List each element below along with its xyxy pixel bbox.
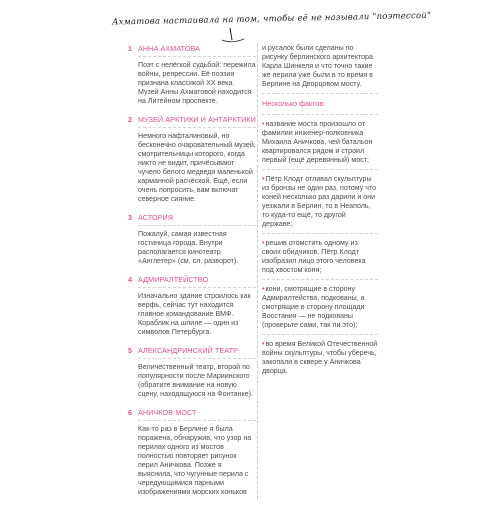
entry-title: МУЗЕЙ АРКТИКИ И АНТАРКТИКИ xyxy=(138,115,256,124)
handwritten-underline xyxy=(112,26,432,46)
fact-text: решив отомстить одному из своих обидчиков, Пётр Клодт изобразил лицо этого человека под хвостом коня; xyxy=(262,239,366,274)
entry-number: 4 xyxy=(128,275,132,284)
bullet-icon: • xyxy=(262,285,265,293)
bullet-icon: • xyxy=(262,239,265,247)
entry-body: Изначально здание строилось как верфь, сейчас тут находится главное командование ВМФ. Кораблик на шпиле — один из символов Петербурга. xyxy=(138,292,251,336)
entry-title: АДМИРАЛТЕЙСТВО xyxy=(138,275,209,284)
entry-rule xyxy=(138,225,256,226)
fact-item xyxy=(262,120,378,165)
entry-number: 5 xyxy=(128,346,132,355)
bullet-icon: • xyxy=(262,120,265,128)
fact-text: во время Великой Отечественной войны скульптуры, чтобы уберечь, закопали в сквере у Аничкова дворца. xyxy=(262,340,378,375)
column-divider xyxy=(257,44,258,499)
section-rule xyxy=(262,114,378,115)
entry-rule xyxy=(138,358,256,359)
entry-arctic-museum xyxy=(128,115,256,204)
entry-body: Пожалуй, самая известная гостиница города. Внутри располагается кинотеатр «Англетер» (см. сл. разворот). xyxy=(138,230,239,265)
fact-text: Пётр Клодт отливал скульптуры из бронзы не один раз, потому что коней несколько раз дарили и они уезжали в Берлин, то в Неаполь, то куда-то ещё, то другой державе; xyxy=(262,175,377,228)
section-rule xyxy=(262,93,378,94)
continued-text: и русалок были сделаны по рисунку берлинского архитектора Карла Шинкеля и что точно такие же перила уже были в то время в Берлине на Дворцовом мосту. xyxy=(262,44,373,88)
entry-rule xyxy=(138,420,256,421)
entry-rule xyxy=(138,127,256,128)
entry-rule xyxy=(138,56,256,57)
fact-item xyxy=(262,239,378,275)
entry-alexandrinsky-theatre xyxy=(128,346,256,399)
entry-title: АСТОРИЯ xyxy=(138,213,174,222)
entry-akhmatova xyxy=(128,44,256,106)
fact-item xyxy=(262,285,378,330)
entry-body: Как-то раз в Берлине я была поражена, обнаружив, что узор на перилах одного из мостов полностью повторяет рисунок перил Аничкова. Позже я выяснила, что чугунные перила с чередующимися парными изображениями морских коньков xyxy=(138,425,252,496)
right-column xyxy=(262,44,378,379)
entry-number: 2 xyxy=(128,115,132,124)
entry-title: АННА АХМАТОВА xyxy=(138,44,201,53)
facts-title: Несколько фактов: xyxy=(262,99,326,108)
bullet-icon: • xyxy=(262,175,265,183)
fact-rule xyxy=(262,334,378,335)
entry-number: 3 xyxy=(128,213,132,222)
fact-text: название моста произошло от фамилии инженер-полковника Михаила Аничкова, чей батальон квартировался рядом и строил первый (ещё деревянный) мост; xyxy=(262,120,373,164)
fact-item xyxy=(262,175,378,229)
fact-rule xyxy=(262,233,378,234)
entry-number: 6 xyxy=(128,408,132,417)
entry-body: Величественный театр, второй по популярности после Мариинского (обратите внимание на новую сцену, находящуюся на Фонтанке). xyxy=(138,363,253,398)
entry-body: Немного нафталиновый, но бесконечно очаровательный музей, смотрительницы которого, когда никто не видит, причёсывают чучело белого медведя маленькой карманной расчёской. Ещё, если очень попросить, вам включат северное сияние. xyxy=(138,132,256,203)
entry-astoria xyxy=(128,213,256,266)
entry-title: АНИЧКОВ МОСТ xyxy=(138,408,197,417)
entry-number: 1 xyxy=(128,44,132,53)
fact-text: кони, смотрящие в сторону Адмиралтейства, подкованы, а смотрящие в сторону площади Восстания — не подкованы (проверьте сами, так ли это); xyxy=(262,285,365,329)
fact-rule xyxy=(262,279,378,280)
entry-anichkov-bridge xyxy=(128,408,256,497)
entry-body: Поэт с нелёгкой судьбой: пережила войны, репрессии. Её поэзия признана классикой XX века. Музей Анны Ахматовой находится на Литейном проспекте. xyxy=(138,61,256,105)
entry-rule xyxy=(138,287,256,288)
fact-rule xyxy=(262,169,378,170)
fact-item xyxy=(262,340,378,376)
entry-admiralty xyxy=(128,275,256,337)
entry-title: АЛЕКСАНДРИНСКИЙ ТЕАТР xyxy=(138,346,239,355)
bullet-icon: • xyxy=(262,340,265,348)
left-column xyxy=(128,44,256,506)
handwritten-note: Ахматова настаивала на том, чтобы её не называли "поэтессой" xyxy=(111,10,432,28)
